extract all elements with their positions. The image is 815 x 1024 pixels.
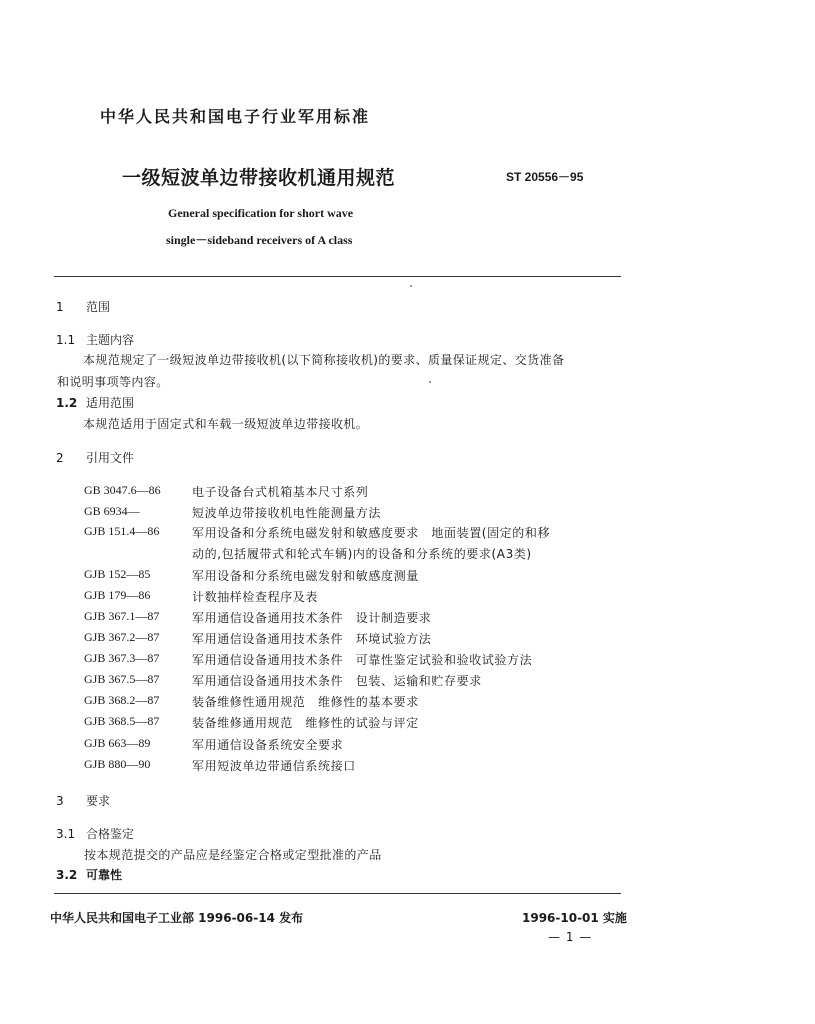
reference-title: 军用通信设备系统安全要求 — [192, 738, 344, 752]
section-1-heading — [56, 298, 110, 315]
scan-speck — [410, 285, 412, 287]
reference-title: 军用通信设备通用技术条件 设计制造要求 — [192, 611, 432, 625]
section-1-1-text-line-1: 本规范规定了一级短波单边带接收机(以下简称接收机)的要求、质量保证规定、交货准备 — [83, 353, 565, 367]
document-code: ST 20556－95 — [506, 170, 584, 184]
section-3-1-text: 按本规范提交的产品应是经鉴定合格或定型批准的产品 — [84, 848, 382, 862]
section-3-heading — [56, 792, 110, 809]
reference-code: GJB 367.2—87 — [84, 630, 160, 644]
section-3-1-heading — [56, 825, 134, 842]
reference-code: GJB 880—90 — [84, 757, 151, 771]
standard-header-title: 中华人民共和国电子行业军用标准 — [100, 107, 371, 126]
header-divider — [54, 276, 621, 277]
section-number: 3 — [56, 794, 64, 808]
reference-code: GJB 368.2—87 — [84, 693, 160, 707]
reference-title: 短波单边带接收机电性能测量方法 — [192, 506, 382, 520]
section-1-1-text-line-2: 和说明事项等内容。 — [57, 375, 169, 389]
section-number: 3.1 — [56, 827, 76, 841]
section-1-2-text: 本规范适用于固定式和车载一级短波单边带接收机。 — [83, 417, 369, 431]
reference-code: GB 3047.6—86 — [84, 483, 161, 497]
section-title: 要求 — [86, 794, 111, 808]
document-title: 一级短波单边带接收机通用规范 — [122, 167, 396, 189]
reference-code: GJB 152—85 — [84, 567, 151, 581]
reference-title: 军用通信设备通用技术条件 可靠性鉴定试验和验收试验方法 — [192, 653, 533, 667]
reference-code: GJB 367.1—87 — [84, 609, 160, 623]
effective-date: 1996-10-01 实施 — [522, 911, 627, 925]
section-title: 范围 — [86, 300, 111, 314]
reference-title: 军用短波单边带通信系统接口 — [192, 759, 356, 773]
reference-title: 军用设备和分系统电磁发射和敏感度测量 — [192, 569, 419, 583]
section-number: 3.2 — [56, 868, 78, 882]
section-title: 主题内容 — [86, 333, 135, 347]
reference-code: GJB 367.3—87 — [84, 651, 160, 665]
section-3-2-heading — [56, 866, 122, 883]
section-title: 合格鉴定 — [86, 827, 135, 841]
section-number: 1.1 — [56, 333, 76, 347]
section-title: 适用范围 — [86, 396, 135, 410]
page-number: — 1 — — [548, 930, 593, 944]
english-title-line-1: General specification for short wave — [168, 206, 354, 220]
reference-title: 动的,包括履带式和轮式车辆)内的设备和分系统的要求(A3类) — [192, 547, 532, 561]
reference-code: GJB 368.5—87 — [84, 714, 160, 728]
section-1-2-heading — [56, 394, 134, 411]
section-number: 2 — [56, 451, 64, 465]
reference-title: 装备维修通用规范 维修性的试验与评定 — [192, 716, 419, 730]
section-number: 1.2 — [56, 396, 78, 410]
section-title: 可靠性 — [86, 868, 123, 882]
reference-code: GB 6934— — [84, 504, 140, 518]
reference-code: GJB 367.5—87 — [84, 672, 160, 686]
section-number: 1 — [56, 300, 64, 314]
reference-title: 军用通信设备通用技术条件 环境试验方法 — [192, 632, 432, 646]
reference-title: 军用设备和分系统电磁发射和敏感度要求 地面装置(固定的和移 — [192, 526, 551, 540]
section-2-heading — [56, 449, 134, 466]
english-title-line-2: single－sideband receivers of A class — [166, 233, 353, 247]
reference-code: GJB 663—89 — [84, 736, 151, 750]
issuing-authority: 中华人民共和国电子工业部 1996-06-14 发布 — [50, 911, 304, 925]
reference-title: 军用通信设备通用技术条件 包装、运输和贮存要求 — [192, 674, 482, 688]
reference-title: 电子设备台式机箱基本尺寸系列 — [192, 485, 369, 499]
reference-code: GJB 151.4—86 — [84, 524, 160, 538]
footer-divider — [54, 893, 621, 894]
scan-speck — [429, 381, 431, 383]
reference-title: 计数抽样检查程序及表 — [192, 590, 319, 604]
reference-code: GJB 179—86 — [84, 588, 151, 602]
section-title: 引用文件 — [86, 451, 135, 465]
section-1-1-heading — [56, 331, 134, 348]
reference-title: 装备维修性通用规范 维修性的基本要求 — [192, 695, 419, 709]
